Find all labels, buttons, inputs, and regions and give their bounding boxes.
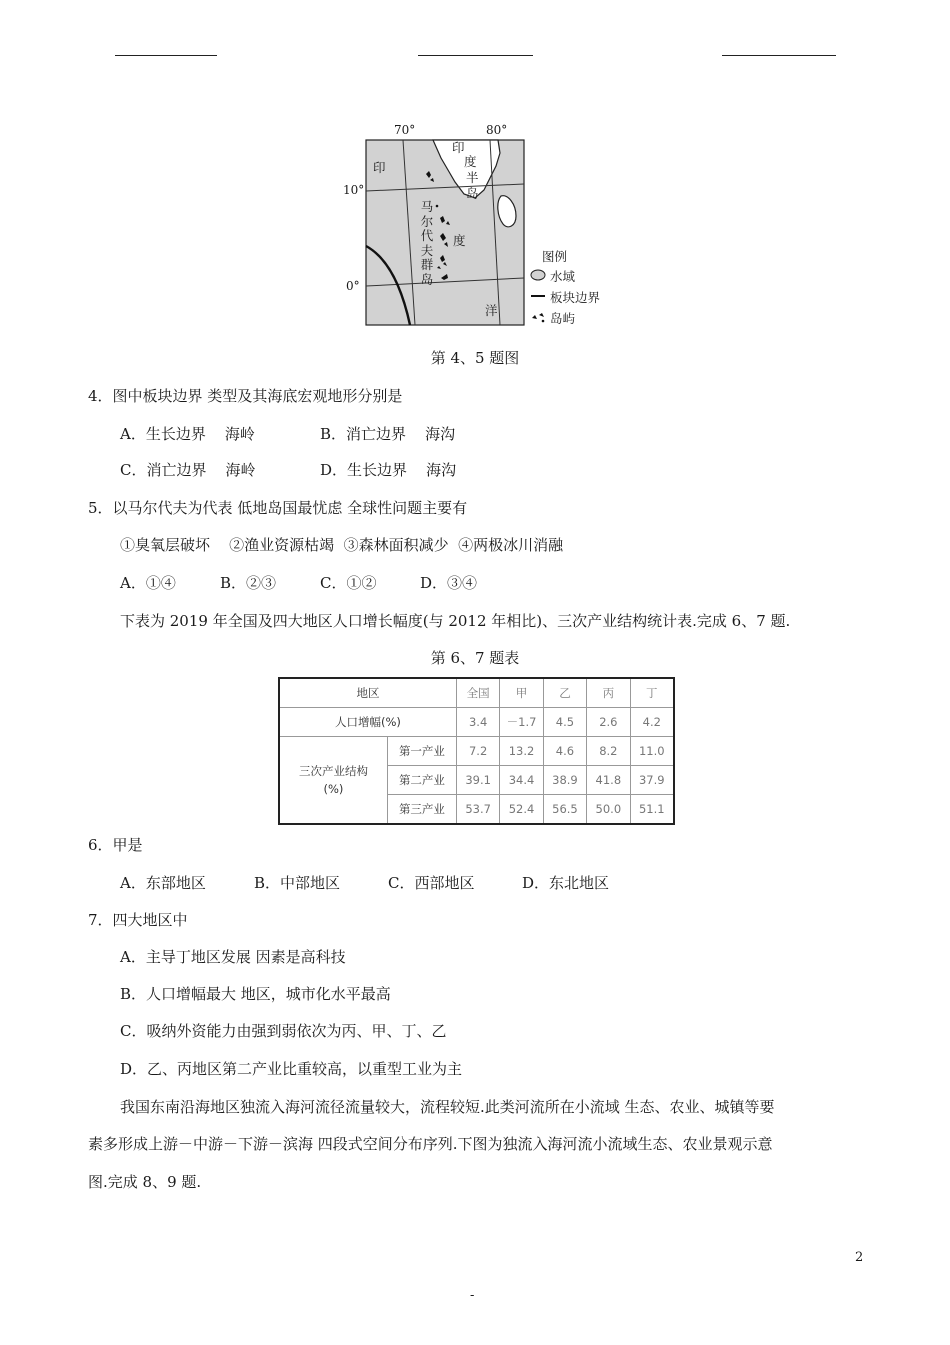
table-header-cell: 丙	[587, 678, 630, 708]
q4-option-b: B．消亡边界 海沟	[320, 425, 456, 443]
table-row-primary	[279, 737, 674, 766]
q4-option-a: A．生长边界 海岭	[120, 425, 255, 443]
intro-8-9-line-2: 素多形成上游－中游－下游－滨海 四段式空间分布序列.下图为独流入海河流小流域生态、农业景观示意	[88, 1135, 773, 1153]
q7-option-a: A．主导丁地区发展 因素是高科技	[120, 948, 346, 966]
q4-stem: 4．图中板块边界 类型及其海底宏观地形分别是	[88, 387, 403, 405]
table-caption: 第 6、7 题表	[430, 649, 520, 667]
legend-title: 图例	[542, 249, 568, 264]
table-cell: 34.4	[500, 766, 543, 795]
legend-water-symbol	[531, 270, 545, 280]
islands-char-2: 尔	[420, 213, 434, 229]
table-cell: 13.2	[500, 737, 543, 766]
header-blank-1	[115, 55, 217, 56]
islands-char-3: 代	[420, 228, 434, 243]
q6-option-a: A．东部地区	[120, 874, 206, 892]
q5-option-c: C．①②	[320, 574, 377, 592]
table-cell: 53.7	[456, 795, 499, 825]
islands-char-4: 夫	[420, 242, 434, 258]
table-cell: 8.2	[587, 737, 630, 766]
table-cell: 56.5	[543, 795, 586, 825]
table-cell: 52.4	[500, 795, 543, 825]
population-industry-table	[278, 677, 675, 825]
table-cell: 41.8	[587, 766, 630, 795]
q6-option-b: B．中部地区	[254, 874, 341, 892]
q7-stem: 7．四大地区中	[88, 911, 188, 929]
footer-mark: -	[470, 1288, 475, 1303]
islands-label	[420, 200, 434, 287]
table-header-cell: 丁	[630, 678, 674, 708]
q4-option-d: D．生长边界 海沟	[320, 461, 457, 479]
table-cell: －1.7	[500, 708, 543, 737]
table-cell: 4.5	[543, 708, 586, 737]
table-cell: 7.2	[456, 737, 499, 766]
table-row-name: 第二产业	[387, 766, 456, 795]
table-cell: 51.1	[630, 795, 674, 825]
table-cell: 38.9	[543, 766, 586, 795]
legend-boundary-label: 板块边界	[550, 290, 601, 305]
ocean-char-2: 度	[453, 233, 466, 248]
table-header-region: 地区	[279, 678, 456, 708]
q5-stem: 5．以马尔代夫为代表 低地岛国最忧虑 全球性问题主要有	[88, 499, 468, 517]
maldives-map-figure	[340, 118, 620, 333]
q6-stem: 6．甲是	[88, 836, 143, 854]
lat-label-0: 0°	[346, 279, 360, 293]
table-header-cell: 乙	[543, 678, 586, 708]
page-number: 2	[855, 1250, 864, 1265]
table-cell: 37.9	[630, 766, 674, 795]
header-blank-2	[418, 55, 533, 56]
table-row-name: 第三产业	[387, 795, 456, 825]
table-row-name: 第一产业	[387, 737, 456, 766]
islands-char-5: 群	[420, 257, 434, 272]
q6-option-d: D．东北地区	[522, 874, 610, 892]
table-cell: 4.2	[630, 708, 674, 737]
table-cell: 39.1	[456, 766, 499, 795]
sea-area	[366, 140, 524, 325]
q7-option-c: C．吸纳外资能力由强到弱依次为丙、甲、丁、乙	[120, 1022, 447, 1040]
legend-island-label: 岛屿	[550, 311, 576, 326]
table-cell: 4.6	[543, 737, 586, 766]
table-pop-label: 人口增幅(%)	[279, 708, 456, 737]
structure-unit-text: (%)	[323, 782, 344, 796]
legend-water-label: 水域	[550, 269, 576, 284]
ocean-char-1: 印	[373, 160, 386, 175]
table-cell: 11.0	[630, 737, 674, 766]
q5-option-b: B．②③	[220, 574, 277, 592]
table-structure-label	[279, 737, 387, 825]
q4-option-c: C．消亡边界 海岭	[120, 461, 256, 479]
lon-label-70: 70°	[394, 123, 416, 137]
table-header-row	[279, 678, 674, 708]
q6-option-c: C．西部地区	[388, 874, 475, 892]
legend-island-symbol	[532, 313, 544, 322]
table-cell: 3.4	[456, 708, 499, 737]
structure-label-text: 三次产业结构	[298, 764, 368, 778]
islands-char-6: 岛	[420, 271, 434, 287]
table-row-population	[279, 708, 674, 737]
ocean-char-3: 洋	[485, 303, 498, 318]
q7-option-b: B．人口增幅最大 地区，城市化水平最高	[120, 985, 391, 1003]
table-cell: 50.0	[587, 795, 630, 825]
lon-label-80: 80°	[486, 123, 508, 137]
islands-char-1: 马	[420, 199, 434, 214]
peninsula-char-1: 印	[452, 140, 465, 155]
header-blank-3	[722, 55, 836, 56]
peninsula-char-2: 度	[464, 154, 477, 169]
intro-6-7: 下表为 2019 年全国及四大地区人口增长幅度(与 2012 年相比)、三次产业结构统计表.完成 6、7 题.	[120, 612, 791, 630]
table-header-cell: 全国	[456, 678, 499, 708]
peninsula-char-3: 半	[466, 170, 479, 185]
q5-option-a: A．①④	[120, 574, 176, 592]
lat-label-10: 10°	[343, 183, 365, 197]
intro-8-9-line-1: 我国东南沿海地区独流入海河流径流量较大，流程较短.此类河流所在小流域 生态、农业、城镇等要	[120, 1098, 775, 1116]
q5-items: ①臭氧层破坏 ②渔业资源枯竭 ③森林面积减少 ④两极冰川消融	[120, 536, 564, 554]
q5-option-d: D．③④	[420, 574, 478, 592]
table-header-cell: 甲	[500, 678, 543, 708]
peninsula-char-4: 岛	[466, 186, 479, 201]
figure-caption: 第 4、5 题图	[430, 349, 520, 367]
table-cell: 2.6	[587, 708, 630, 737]
q7-option-d: D．乙、丙地区第二产业比重较高，以重型工业为主	[120, 1060, 463, 1078]
intro-8-9-line-3: 图.完成 8、9 题.	[88, 1173, 202, 1191]
